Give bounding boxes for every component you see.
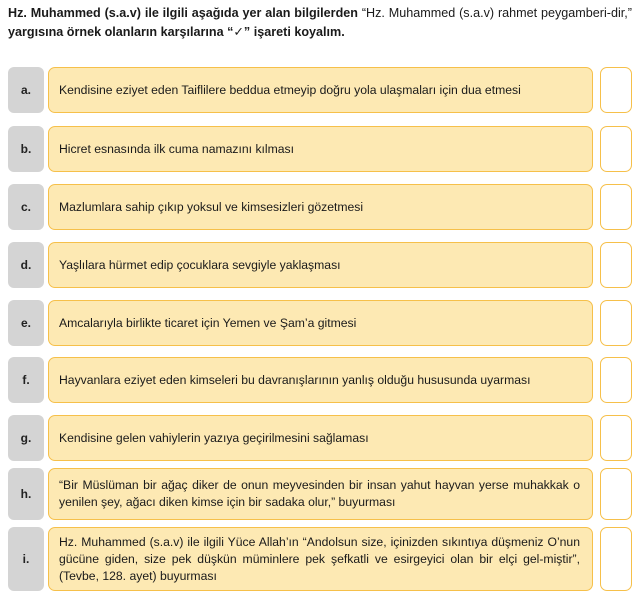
row-letter: c. <box>8 184 44 230</box>
statement-row-d <box>8 242 632 288</box>
row-letter: i. <box>8 527 44 591</box>
answer-checkbox[interactable] <box>600 527 632 591</box>
statement-text: Amcalarıyla birlikte ticaret için Yemen ve Şam’a gitmesi <box>48 300 593 346</box>
statement-row-a <box>8 67 632 113</box>
answer-checkbox[interactable] <box>600 184 632 230</box>
row-letter: h. <box>8 468 44 520</box>
question-bold-start: Hz. Muhammed (s.a.v) ile ilgili aşağıda yer alan bilgilerden <box>8 6 358 20</box>
statement-row-b <box>8 126 632 172</box>
question-quote: “Hz. Muhammed (s.a.v) rahmet peygamberi-dir,” <box>357 6 632 20</box>
statement-row-g <box>8 415 632 461</box>
statement-row-c <box>8 184 632 230</box>
question-bold-end: yargısına örnek olanların karşılarına “✓” işareti koyalım. <box>8 25 345 39</box>
statement-text: Kendisine eziyet eden Taiflilere beddua etmeyip doğru yola ulaşmaları için dua etmesi <box>48 67 593 113</box>
row-letter: d. <box>8 242 44 288</box>
row-letter: b. <box>8 126 44 172</box>
statement-row-f <box>8 357 632 403</box>
question-text <box>8 4 632 42</box>
statement-text: Hayvanlara eziyet eden kimseleri bu davranışlarının yanlış olduğu hususunda uyarması <box>48 357 593 403</box>
row-letter: f. <box>8 357 44 403</box>
statement-row-h <box>8 468 632 520</box>
statement-text: Kendisine gelen vahiylerin yazıya geçirilmesini sağlaması <box>48 415 593 461</box>
statement-text: “Bir Müslüman bir ağaç diker de onun meyvesinden bir insan yahut hayvan yerse muhakkak o yenilen şey, ağacı diken kimse için bir sadaka olur,” buyurması <box>48 468 593 520</box>
statement-text: Hicret esnasında ilk cuma namazını kılması <box>48 126 593 172</box>
statement-text: Mazlumlara sahip çıkıp yoksul ve kimsesizleri gözetmesi <box>48 184 593 230</box>
statement-text: Yaşlılara hürmet edip çocuklara sevgiyle yaklaşması <box>48 242 593 288</box>
statement-row-e <box>8 300 632 346</box>
row-letter: e. <box>8 300 44 346</box>
answer-checkbox[interactable] <box>600 300 632 346</box>
row-letter: g. <box>8 415 44 461</box>
answer-checkbox[interactable] <box>600 242 632 288</box>
answer-checkbox[interactable] <box>600 126 632 172</box>
statement-row-i <box>8 527 632 591</box>
answer-checkbox[interactable] <box>600 415 632 461</box>
answer-checkbox[interactable] <box>600 357 632 403</box>
row-letter: a. <box>8 67 44 113</box>
statement-text: Hz. Muhammed (s.a.v) ile ilgili Yüce Allah’ın “Andolsun size, içinizden sıkıntıya düşmeniz O’nun gücüne giden, size pek düşkün müminlere pek şefkatli ve esirgeyici olan bir elçi gel-miştir”, (Tevbe, 128. ayet) buyurması <box>48 527 593 591</box>
answer-checkbox[interactable] <box>600 468 632 520</box>
answer-checkbox[interactable] <box>600 67 632 113</box>
